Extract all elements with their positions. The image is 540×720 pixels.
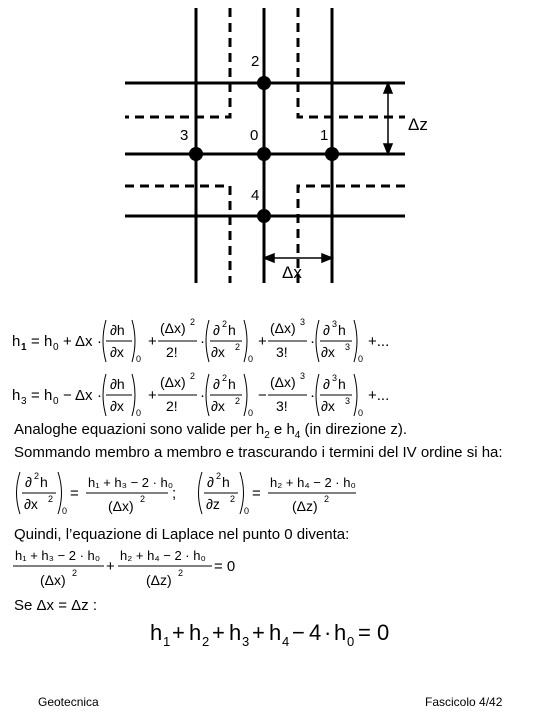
eq-h3-lhs-sub: 3 — [21, 396, 27, 407]
sd-x-num-h: h — [40, 474, 48, 490]
eq-h1-d3-paren-l — [316, 320, 319, 362]
text-line-se: Se Δx = Δz : — [14, 597, 97, 614]
eq-h1-d1-paren-r — [132, 320, 135, 362]
final-h2: h — [189, 620, 202, 645]
sd-z-den-exp: 2 — [230, 494, 236, 504]
final-h3: h — [229, 620, 242, 645]
eq-h1-d2-den-exp: 2 — [235, 342, 241, 352]
eq-h3-d1-paren-r — [132, 374, 135, 416]
eq-h3-d2-den-exp: 2 — [235, 396, 241, 406]
eq-h3-d3-num: ∂ — [323, 376, 330, 392]
eq-h3-t3-exp: 3 — [300, 371, 306, 381]
eq-h1-eq: = — [31, 333, 40, 350]
text-line-analoghe — [14, 421, 407, 441]
eq-h1-t2-num: (Δx) — [160, 320, 186, 336]
eq-h1-d3-num-exp: 3 — [332, 319, 338, 329]
eq-h1-dot2: · — [200, 333, 205, 350]
sd-x-eq: = — [70, 485, 79, 502]
sd-z-paren-r — [240, 472, 244, 514]
eq-h1-t3-num: (Δx) — [270, 320, 296, 336]
eq-h1-op1: + — [63, 333, 72, 350]
final-h0-sub: 0 — [347, 634, 355, 649]
eq-h1-lhs-sub: 1 — [21, 342, 27, 353]
final-h1: h — [150, 620, 163, 645]
sd-x-den-exp: 2 — [48, 494, 54, 504]
sd-z-eq: = — [252, 485, 261, 502]
equation-h1 — [12, 317, 389, 364]
eq-h3-d1-num: ∂h — [110, 376, 125, 392]
sd-z-num: ∂ — [207, 474, 214, 490]
eq-h1-dx: Δx — [75, 333, 93, 350]
text-line1-sub-4: 4 — [294, 430, 301, 441]
node-label-0: 0 — [250, 127, 259, 144]
node-label-4: 4 — [251, 187, 260, 204]
eq-h1-op2: + — [148, 333, 157, 350]
eq-h1-tail: +... — [368, 333, 390, 350]
eq-h1-d3-num-h: h — [338, 322, 346, 338]
eq-h1-lhs: h — [12, 333, 21, 350]
sd-x-rhs-num: h₁ + h₃ − 2 · h₀ — [88, 475, 174, 490]
eq-h3-lhs: h — [12, 387, 21, 404]
eq-h1-d2-num-h: h — [228, 322, 236, 338]
final-four: 4 — [309, 620, 322, 645]
final-h2-sub: 2 — [202, 634, 210, 649]
eq-h3-dx: Δx — [75, 387, 93, 404]
eq-h3-d3-num-exp: 3 — [332, 373, 338, 383]
eq-h3-op2: + — [148, 387, 157, 404]
eq-h3-t2-den: 2! — [166, 398, 178, 414]
eq-h1-d2-den: ∂x — [211, 344, 225, 360]
sd-x-rhs-den-exp: 2 — [140, 494, 146, 504]
lap-d2-exp: 2 — [178, 568, 184, 578]
text-line-sommando: Sommando membro a membro e trascurando i termini del IV ordine si ha: — [14, 444, 503, 461]
sd-x-num: ∂ — [25, 474, 32, 490]
eq-h1-dot3: · — [310, 333, 315, 350]
eq-h1-d3-den-exp: 3 — [345, 342, 351, 352]
eq-h1-d3-paren-r — [354, 320, 357, 362]
final-h0: h — [334, 620, 347, 645]
eq-h3-d1-paren-l — [103, 374, 106, 416]
eq-h3-eq: = — [31, 387, 40, 404]
eq-h1-h0: h — [44, 333, 53, 350]
eq-h1-d2-sub: 0 — [248, 354, 254, 364]
eq-h3-d2-num-exp: 2 — [222, 373, 228, 383]
eq-h1-d3-den: ∂x — [321, 344, 335, 360]
text-line1-a: Analoghe equazioni sono valide per h — [14, 421, 265, 438]
eq-h3-d2-num: ∂ — [213, 376, 220, 392]
text-line1-sub-2: 2 — [264, 430, 270, 441]
eq-h3-d3-num-h: h — [338, 376, 346, 392]
footer-right: Fascicolo 4/42 — [425, 695, 503, 709]
sd-z-num-exp: 2 — [216, 471, 222, 481]
lap-d1-exp: 2 — [72, 568, 78, 578]
eq-h3-d3-sub: 0 — [358, 408, 364, 418]
final-h4: h — [269, 620, 282, 645]
eq-h1-d1-den: ∂x — [110, 344, 124, 360]
eq-h3-d2-paren-r — [244, 374, 247, 416]
eq-h3-t2-exp: 2 — [190, 371, 196, 381]
sd-sep: ; — [172, 485, 177, 502]
eq-h1-d3-sub: 0 — [358, 354, 364, 364]
eq-h1-d1-num: ∂h — [110, 322, 125, 338]
sd-z-sub: 0 — [244, 506, 250, 516]
eq-h3-dot1: · — [97, 387, 102, 404]
eq-h1-d1-paren-l — [103, 320, 106, 362]
eq-h3-t3-num: (Δx) — [270, 374, 296, 390]
lap-eq: = 0 — [214, 558, 236, 575]
eq-h3-dot3: · — [310, 387, 315, 404]
lap-n1: h₁ + h₃ − 2 · h₀ — [15, 548, 101, 563]
sd-x-paren-r — [58, 472, 62, 514]
eq-h3-d2-den: ∂x — [211, 398, 225, 414]
eq-h3-op3: − — [258, 387, 267, 404]
sd-x-num-exp: 2 — [34, 471, 40, 481]
final-h1-sub: 1 — [163, 634, 171, 649]
eq-h3-d2-num-h: h — [228, 376, 236, 392]
eq-h3-d1-sub: 0 — [136, 408, 142, 418]
eq-h1-t3-exp: 3 — [300, 317, 306, 327]
eq-h3-op1: − — [63, 387, 72, 404]
final-plus3: + — [252, 620, 265, 645]
eq-h1-t2-exp: 2 — [190, 317, 196, 327]
final-h3-sub: 3 — [242, 634, 250, 649]
text-line-quindi: Quindi, l’equazione di Laplace nel punto 0 diventa: — [14, 526, 350, 543]
eq-h3-t3-den: 3! — [276, 398, 288, 414]
lap-d2: (Δz) — [146, 572, 172, 588]
text-line1-b: e h — [269, 421, 295, 438]
eq-h3-d2-paren-l — [206, 374, 209, 416]
eq-h3-h0: h — [44, 387, 53, 404]
final-dot: · — [324, 620, 332, 645]
eq-h3-d3-den: ∂x — [321, 398, 335, 414]
sd-z-den: ∂z — [206, 496, 220, 512]
eq-h3-t2-num: (Δx) — [160, 374, 186, 390]
eq-h1-d1-sub: 0 — [136, 354, 142, 364]
sd-x-rhs-den: (Δx) — [108, 498, 134, 514]
eq-h3-d3-paren-l — [316, 374, 319, 416]
eq-h1-h0-sub: 0 — [53, 342, 59, 353]
lap-plus: + — [106, 558, 115, 575]
lap-n2: h₂ + h₄ − 2 · h₀ — [120, 548, 206, 563]
node-label-3: 3 — [180, 127, 189, 144]
sd-x-paren-l — [17, 472, 21, 514]
sd-x-den: ∂x — [24, 496, 38, 512]
sd-z-rhs-den: (Δz) — [292, 498, 318, 514]
final-plus1: + — [172, 620, 185, 645]
final-minus: − — [292, 620, 305, 645]
eq-h3-h0-sub: 0 — [53, 396, 59, 407]
equation-h3 — [12, 371, 389, 418]
lap-d1: (Δx) — [40, 572, 66, 588]
final-h4-sub: 4 — [282, 634, 290, 649]
sd-z-num-h: h — [222, 474, 230, 490]
footer-left: Geotecnica — [38, 695, 99, 709]
sd-z-paren-l — [199, 472, 203, 514]
sd-x-sub: 0 — [62, 506, 68, 516]
eq-h1-d2-num: ∂ — [213, 322, 220, 338]
dz-label: Δz — [408, 115, 428, 134]
eq-h1-d3-num: ∂ — [323, 322, 330, 338]
eq-h1-t2-den: 2! — [166, 344, 178, 360]
eq-h1-t3-den: 3! — [276, 344, 288, 360]
eq-h1-d2-num-exp: 2 — [222, 319, 228, 329]
eq-h3-tail: +... — [368, 387, 390, 404]
eq-h1-d2-paren-l — [206, 320, 209, 362]
final-plus2: + — [212, 620, 225, 645]
eq-h3-d2-sub: 0 — [248, 408, 254, 418]
final-eq: = 0 — [358, 620, 390, 645]
node-label-2: 2 — [251, 53, 260, 70]
sd-z-rhs-den-exp: 2 — [324, 494, 330, 504]
node-label-1: 1 — [320, 127, 329, 144]
sd-z-rhs-num: h₂ + h₄ − 2 · h₀ — [270, 475, 356, 490]
eq-h3-d3-paren-r — [354, 374, 357, 416]
eq-h1-d2-paren-r — [244, 320, 247, 362]
dx-label: Δx — [282, 263, 302, 282]
text-line1-c: (in direzione z). — [300, 421, 408, 438]
eq-h3-d1-den: ∂x — [110, 398, 124, 414]
eq-h1-dot1: · — [97, 333, 102, 350]
eq-h3-dot2: · — [200, 387, 205, 404]
eq-h1-op3: + — [258, 333, 267, 350]
eq-h3-d3-den-exp: 3 — [345, 396, 351, 406]
